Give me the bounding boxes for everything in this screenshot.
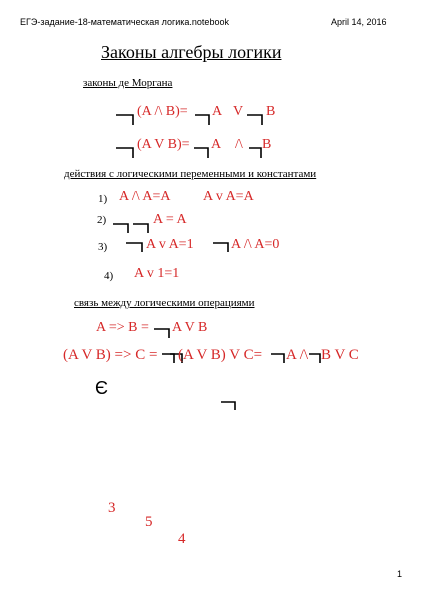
number-5: 5 bbox=[145, 514, 153, 530]
negation-sign bbox=[116, 113, 135, 127]
negation-sign bbox=[154, 327, 172, 340]
negation-sign bbox=[221, 400, 237, 412]
de-morgan-law-1-a: A bbox=[212, 104, 223, 119]
row-1-expression-2: A v A=A bbox=[203, 189, 254, 204]
implication-right: A V B bbox=[172, 320, 208, 335]
de-morgan-law-1-b: B bbox=[266, 104, 276, 119]
row-2-number: 2) bbox=[97, 214, 107, 226]
row-4-expression: A v 1=1 bbox=[134, 266, 180, 281]
relations-heading: связь между логическими операциями bbox=[74, 297, 255, 309]
number-3: 3 bbox=[108, 500, 116, 516]
row-2-expression: A = A bbox=[153, 212, 187, 227]
negation-sign bbox=[249, 146, 263, 160]
de-morgan-law-2-and: /\ bbox=[235, 137, 243, 152]
de-morgan-law-2-a: A bbox=[211, 137, 222, 152]
negation-sign bbox=[133, 222, 151, 235]
page-number: 1 bbox=[397, 569, 403, 579]
constants-heading: действия с логическими переменными и константами bbox=[64, 168, 317, 180]
row-3-expression-2: A /\ A=0 bbox=[231, 237, 280, 252]
de-morgan-law-1-left: (A /\ B)= bbox=[137, 104, 188, 119]
negation-sign bbox=[195, 113, 212, 127]
row-1-expression-1: A /\ A=A bbox=[119, 189, 171, 204]
number-4: 4 bbox=[178, 531, 186, 547]
negation-sign bbox=[213, 241, 231, 254]
row-1-number: 1) bbox=[98, 193, 108, 205]
negation-sign bbox=[126, 241, 145, 254]
epsilon-symbol: Є bbox=[95, 378, 108, 398]
page-title: Законы алгебры логики bbox=[101, 42, 282, 62]
implication-left: A => B = bbox=[96, 320, 149, 335]
negation-sign bbox=[194, 146, 211, 160]
row-3-number: 3) bbox=[98, 241, 108, 253]
chain-part-2: (A V B) V C= bbox=[178, 347, 263, 363]
page-date: April 14, 2016 bbox=[331, 17, 387, 27]
chain-part-1: (A V B) => C = bbox=[63, 347, 158, 363]
de-morgan-law-1-or: V bbox=[233, 104, 244, 119]
de-morgan-law-2-b: B bbox=[262, 137, 272, 152]
row-3-expression-1: A v A=1 bbox=[146, 237, 194, 252]
de-morgan-heading: законы де Моргана bbox=[83, 77, 173, 89]
negation-sign bbox=[271, 352, 287, 365]
notebook-filename: ЕГЭ-задание-18-математическая логика.notebook bbox=[20, 17, 229, 27]
negation-sign bbox=[116, 146, 135, 160]
chain-part-3: A /\ bbox=[286, 347, 309, 363]
de-morgan-law-2-left: (A V B)= bbox=[137, 137, 190, 152]
negation-sign bbox=[247, 113, 265, 127]
chain-part-4: B V C bbox=[321, 347, 359, 363]
row-4-number: 4) bbox=[104, 270, 114, 282]
negation-sign bbox=[113, 222, 131, 235]
